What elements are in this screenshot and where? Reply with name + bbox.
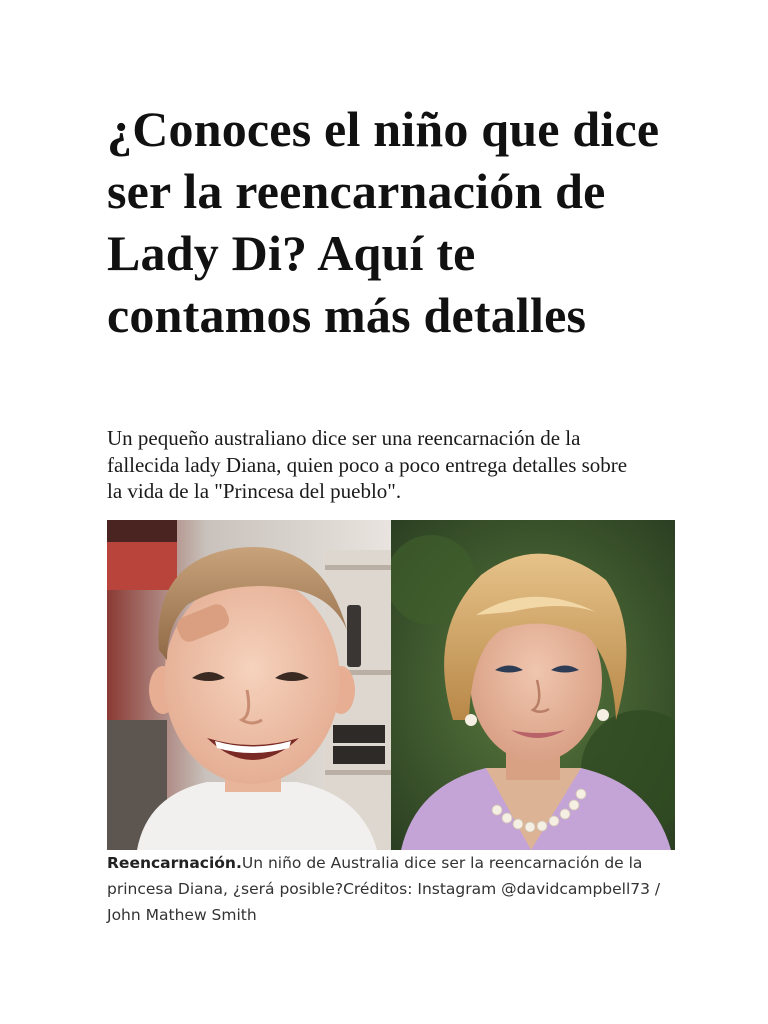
article-photo-collage: [107, 520, 675, 850]
caption-text: Un niño de Australia dice ser la reencarnación de la princesa Diana, ¿será posible?Créditos: Instagram @davidcampbell73 / John Mathew Smith: [107, 854, 661, 924]
article-subtitle: Un pequeño australiano dice ser una reencarnación de la fallecida lady Diana, quien poco a poco entrega detalles sobre la vida de la "Princesa del pueblo".: [107, 426, 628, 503]
photo-boy: [107, 520, 391, 850]
caption-lead: Reencarnación.: [107, 854, 242, 872]
photo-princess-diana: [391, 520, 675, 850]
photo-caption: [107, 850, 667, 928]
article-headline: ¿Conoces el niño que dice ser la reencarnación de Lady Di? Aquí te contamos más detalles: [107, 101, 660, 343]
